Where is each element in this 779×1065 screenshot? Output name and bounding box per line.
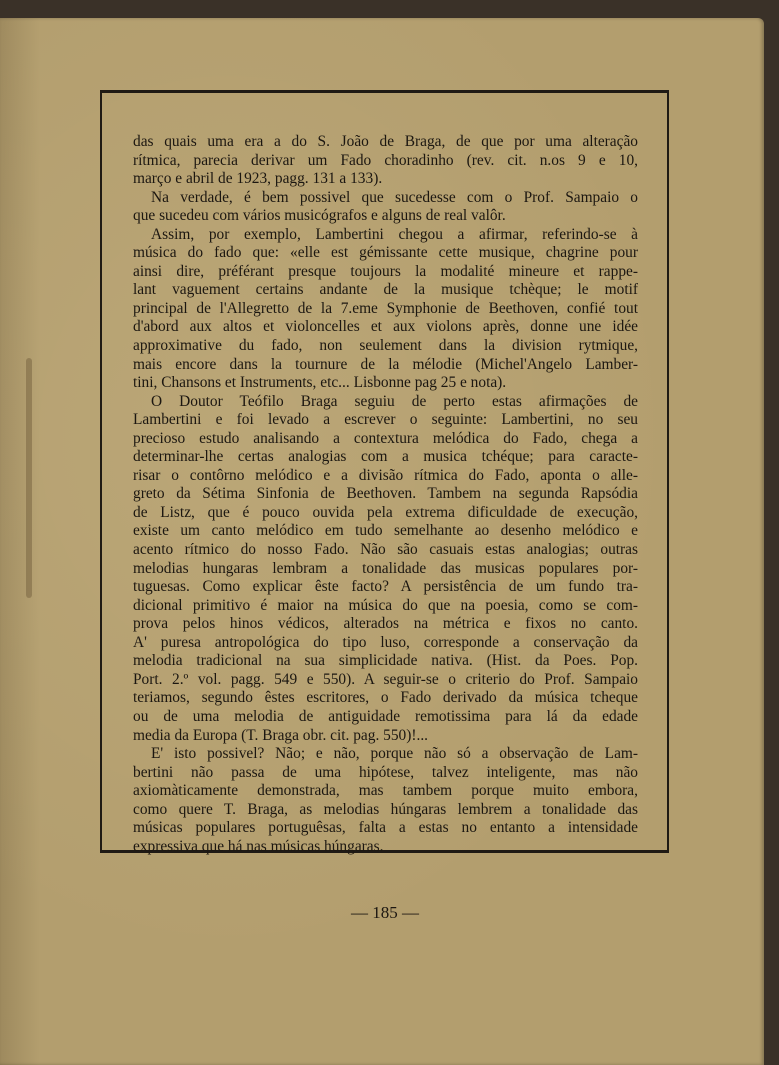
text-line: março e abril de 1923, pagg. 131 a 133). (133, 170, 383, 188)
text-line: d'abord aux altos et violoncelles et aux violons après, donne une idée (133, 318, 638, 336)
text-line: melodias hungaras lembram a tonalidade das musicas populares por- (133, 559, 638, 577)
text-line: mais encore dans la tournure de la mélodie (Michel'Angelo Lamber- (133, 355, 638, 373)
text-line: tini, Chansons et Instruments, etc... Lisbonne pag 25 e nota). (133, 374, 507, 392)
text-line: determinar-lhe certas analogias com a musica tchéque; para caracte- (133, 448, 638, 466)
text-line: bertini não passa de uma hipótese, talvez inteligente, mas não (133, 763, 638, 781)
text-line: músicas populares portuguêsas, falta a estas no entanto a intensidade (133, 819, 638, 837)
text-line: de Listz, que é pouco ouvida pela extrema dificuldade de execução, (133, 503, 638, 521)
text-line: tuguesas. Como explicar êste facto? A persistência de um fundo tra- (133, 578, 638, 596)
body-text (133, 133, 638, 856)
text-line: A' puresa antropológica do tipo luso, corresponde a conservação da (133, 633, 638, 651)
page-number: — 185 — (351, 903, 419, 922)
text-line: melodia tradicional na sua simplicidade nativa. (Hist. da Poes. Pop. (133, 652, 638, 670)
text-line: risar o contôrno melódico e a divisão rítmica do Fado, aponta o alle- (133, 466, 638, 484)
text-line: ainsi dire, préférant presque toujours la modalité mineure et rappe- (133, 262, 638, 280)
text-line: O Doutor Teófilo Braga seguiu de perto estas afirmações de (151, 392, 638, 410)
text-line: Port. 2.º vol. pagg. 549 e 550). A seguir-se o criterio do Prof. Sampaio (133, 670, 638, 688)
text-line: ou de uma melodia de antiguidade remotissima para lá da edade (133, 707, 638, 725)
text-line: precioso estudo analisando a contextura melódica do Fado, chega a (133, 429, 638, 447)
text-line: E' isto possivel? Não; e não, porque não só a observação de Lam- (151, 745, 638, 763)
text-line: das quais uma era a do S. João de Braga, de que por uma alteração (133, 133, 638, 150)
text-line: Na verdade, é bem possivel que sucedesse com o Prof. Sampaio o (151, 188, 638, 206)
text-line: Lambertini e foi levado a escrever o seguinte: Lambertini, no seu (133, 411, 638, 429)
text-line: media da Europa (T. Braga obr. cit. pag. 550)!... (133, 726, 429, 744)
text-line: teriamos, segundo êstes escritores, o Fado derivado da música tcheque (133, 689, 638, 707)
text-line: Assim, por exemplo, Lambertini chegou a afirmar, referindo-se à (151, 225, 638, 243)
text-line: dicional primitivo é maior na música do que na poesia, como se com- (133, 596, 638, 614)
text-line: approximative du fado, non seulement dans la division rytmique, (133, 337, 638, 355)
text-line: que sucedeu com vários musicógrafos e alguns de real valôr. (133, 207, 506, 225)
text-line: acento rítmico do nosso Fado. Não são casuais estas analogias; outras (133, 541, 638, 559)
text-line: prova pelos hinos védicos, alterados na métrica e fixos no canto. (133, 615, 638, 633)
text-line: existe um canto melódico em tudo semelhante ao desenho melódico e (133, 522, 638, 540)
text-line: como quere T. Braga, as melodias húngaras lembrem a tonalidade das (133, 800, 638, 818)
text-line: greto da Sétima Sinfonia de Beethoven. Tambem na segunda Rapsódia (133, 485, 638, 503)
text-line: principal de l'Allegretto de la 7.eme Symphonie de Beethoven, confié tout (133, 299, 638, 317)
text-line: rítmica, parecia derivar um Fado choradinho (rev. cit. n.os 9 e 10, (133, 151, 638, 169)
text-line: lant vaguement certains andante de la musique tchèque; le motif (133, 281, 638, 299)
binding-gutter (26, 358, 32, 598)
text-line: expressiva que há nas músicas húngaras. (133, 837, 384, 855)
text-line: axiomàticamente demonstrada, mas tambem porque muito embora, (133, 782, 638, 800)
text-line: música do fado que: «elle est gémissante cette musique, chagrine pour (133, 244, 638, 262)
